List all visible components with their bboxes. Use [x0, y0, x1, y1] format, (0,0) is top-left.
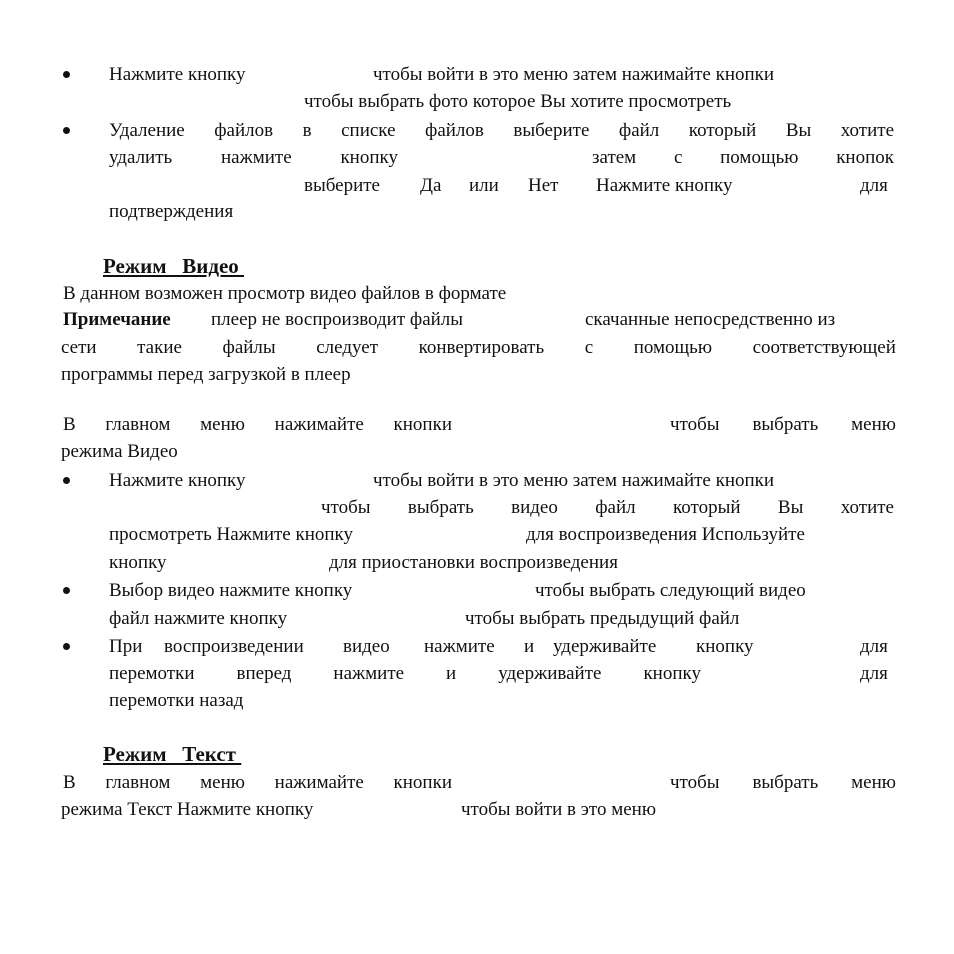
text-line: Выбор видео нажмите кнопку [109, 580, 353, 601]
text-line: или [469, 175, 499, 196]
text-line: перемотки назад [109, 690, 244, 711]
text-line: режима Текст Нажмите кнопку [61, 799, 314, 820]
text-line: просмотреть Нажмите кнопку [109, 524, 354, 545]
text-line: При [109, 636, 143, 657]
bullet [63, 643, 70, 650]
text-line: режима Видео [61, 441, 178, 462]
text-line: программы перед загрузкой в плеер [61, 364, 351, 385]
justified-line: перемотки вперед нажмите и удерживайте кнопку [109, 663, 701, 684]
text-line: для воспроизведения Используйте [526, 524, 805, 545]
justified-line: чтобы выбрать меню [670, 414, 896, 435]
text-line: кнопку [696, 636, 754, 657]
justified-line: В главном меню нажимайте кнопки [63, 414, 452, 435]
text-line: видео [343, 636, 390, 657]
text-line: нажмите [424, 636, 495, 657]
text-line: Нет [528, 175, 559, 196]
bullet [63, 71, 70, 78]
text-line: удерживайте [553, 636, 657, 657]
justified-line: чтобы выбрать видео файл который Вы хотите [321, 497, 894, 518]
justified-line: затем с помощью кнопок [592, 147, 894, 168]
text-line: чтобы выбрать предыдущий файл [465, 608, 740, 629]
bullet [63, 127, 70, 134]
text-line: чтобы войти в это меню затем нажимайте кнопки [373, 470, 775, 491]
section-heading-text: Режим Текст [103, 742, 242, 766]
justified-line: чтобы выбрать меню [670, 772, 896, 793]
text-line: чтобы войти в это меню затем нажимайте кнопки [373, 64, 775, 85]
text-line: файл нажмите кнопку [109, 608, 288, 629]
justified-line: Удаление файлов в списке файлов выберите файл который Вы хотите [109, 120, 894, 141]
text-line: скачанные непосредственно из [585, 309, 836, 330]
text-line: Нажмите кнопку [596, 175, 733, 196]
text-line: выберите [304, 175, 380, 196]
note-line [63, 309, 171, 331]
text-line: чтобы выбрать следующий видео [535, 580, 806, 601]
justified-line: сети такие файлы следует конвертировать с помощью соответствующей [61, 337, 896, 358]
text-line: для приостановки воспроизведения [329, 552, 618, 573]
text-line: кнопку [109, 552, 167, 573]
text-line: Да [420, 175, 442, 196]
note-label: Примечание [63, 309, 171, 330]
text-line: для [860, 663, 888, 684]
text-line: Нажмите кнопку [109, 64, 246, 85]
text-line: для [860, 636, 888, 657]
justified-line: удалить нажмите кнопку [109, 147, 398, 168]
bullet [63, 477, 70, 484]
text-line: и [524, 636, 535, 657]
text-line: воспроизведении [164, 636, 304, 657]
text-line: плеер не воспроизводит файлы [211, 309, 464, 330]
text-line: чтобы выбрать фото которое Вы хотите просмотреть [304, 91, 732, 112]
text-line: Нажмите кнопку [109, 470, 246, 491]
justified-line: В главном меню нажимайте кнопки [63, 772, 452, 793]
text-line: В данном возможен просмотр видео файлов в формате [63, 283, 507, 304]
text-line: чтобы войти в это меню [461, 799, 657, 820]
text-line: для [860, 175, 888, 196]
section-heading-video: Режим Видео [103, 254, 245, 278]
text-line: подтверждения [109, 201, 234, 222]
bullet [63, 587, 70, 594]
